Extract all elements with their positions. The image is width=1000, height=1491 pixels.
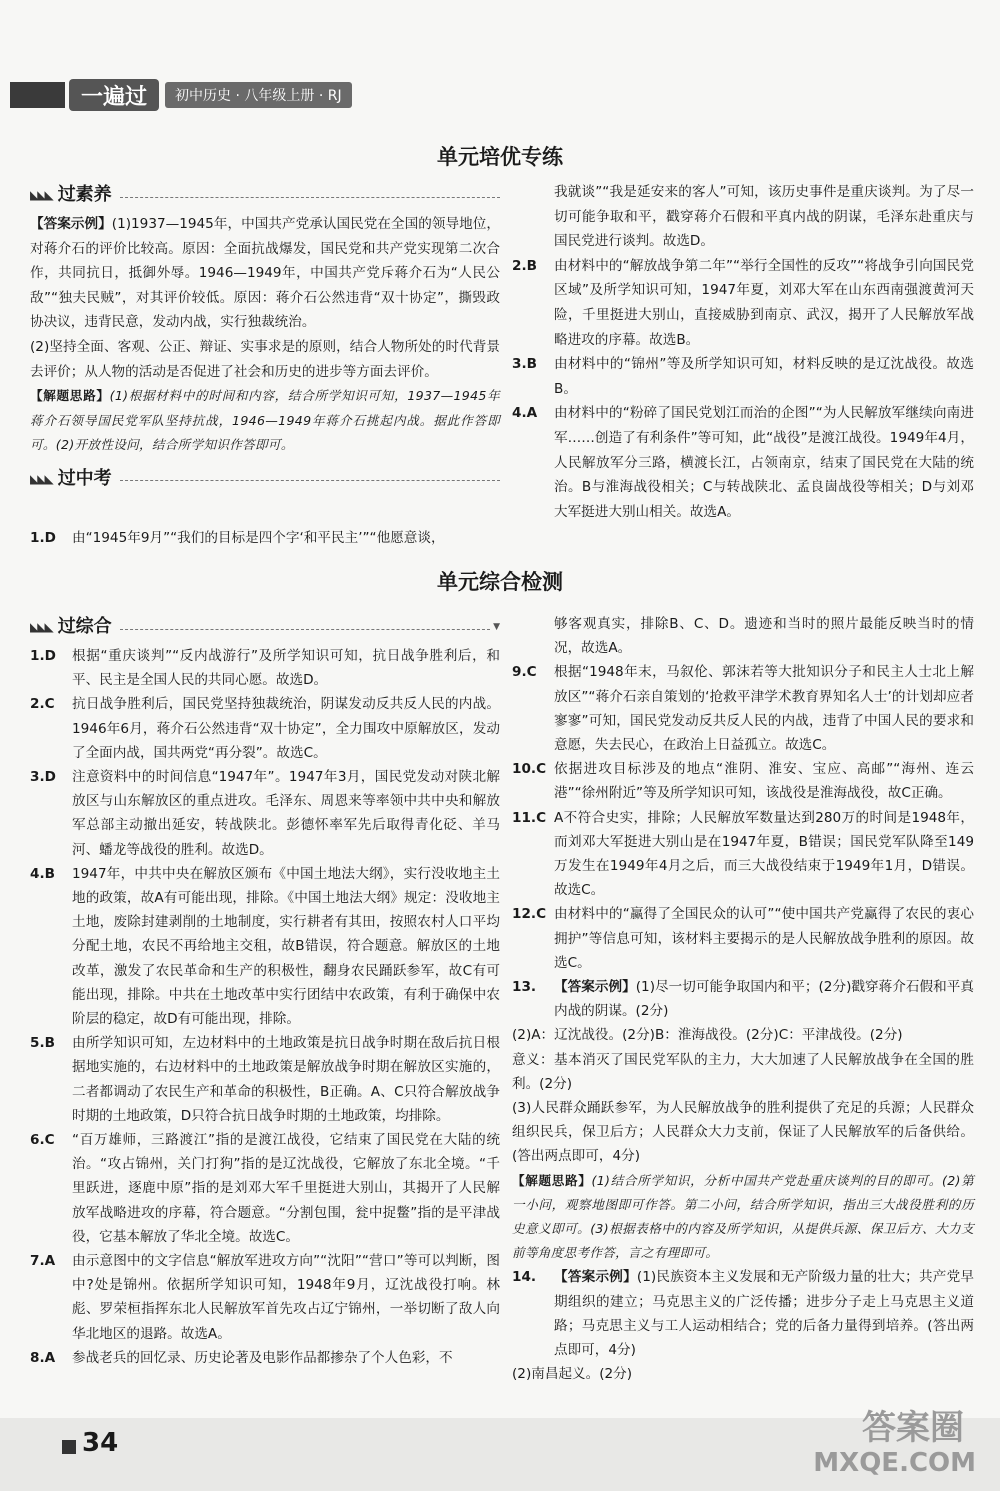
question-answer-text: 根据“重庆谈判”“反内战游行”及所学知识可知，抗日战争胜利后，和平、民主是全国人民的共同心愿。故选D。	[72, 648, 500, 689]
answer-line: 意义：基本消灭了国民党军队的主力，大大加速了人民解放战争在全国的胜利。(2分)	[512, 1051, 974, 1092]
question-answer-text: 由示意图中的文字信息“解放军进攻方向”“沈阳”“营口”等可以判断，图中?处是锦州。依据所学知识可知，1948年9月，辽沈战役打响。林彪、罗荣桓指挥东北人民解放军首先攻占辽宁锦州，一举切断了敌人向华北地区的退路。故选A。	[72, 1253, 500, 1342]
dashed-divider	[120, 197, 500, 198]
question-item	[30, 644, 500, 692]
header-bar	[10, 82, 65, 108]
question-number: 1.D	[30, 648, 56, 664]
question-13: 13. 【答案示例】(1)尽一切可能争取国内和平；(2分)戳穿蒋介石假和平真内战的阴谋。(2分)	[512, 979, 975, 1020]
section1-left-column	[30, 180, 500, 496]
question-number: 11.C	[512, 809, 547, 826]
question-answer-text: 由所学知识可知，左边材料中的土地政策是抗日战争时期在敌后抗日根据地实施的，右边材料中的土地政策是解放战争时期在解放区实施的，二者都调动了农民生产和革命的积极性，B正确。A、C只符合解放战争时期的土地政策，D只符合抗日战争时期的土地政策，均排除。	[72, 1035, 500, 1124]
question-4: 4.A 由材料中的“粉碎了国民党划江而治的企图”“为人民解放军继续向南进军……创造了有利条件”等可知，此“战役”是渡江战役。1949年4月，人民解放军分三路，横渡长江，占领南京，结束了国民党在大陆的统治。B与淮海战役相关；C与转战陕北、孟良崮战役等相关；D与刘邓大军挺进大别山相关。故选A。	[512, 405, 974, 520]
series-logo: 一遍过	[69, 79, 159, 111]
question-number: 2.C	[30, 696, 55, 713]
question-item	[30, 1128, 500, 1249]
question-item	[512, 902, 974, 975]
subsection-header	[30, 612, 500, 642]
question-item	[30, 1346, 500, 1370]
page-marker-icon	[62, 1440, 76, 1454]
answer-line: (2)A：辽沈战役。(2分)B：淮海战役。(2分)C：平津战役。(2分)	[512, 1027, 903, 1044]
question-answer-text: 1947年，中共中央在解放区颁布《中国土地法大纲》，实行没收地主土地的政策，故A有可能出现，排除。《中国土地法大纲》规定：没收地主土地，废除封建剥削的土地制度，实行耕者有其田，按照农村人口平均分配土地，农民不再给地主交租，故B错误，符合题意。解放区的土地改革，激发了农民革命和生产的积极性，翻身农民踊跃参军，故C有可能出现，排除。中共在土地改革中实行团结中农政策，有利于确保中农阶层的稳定，故D有可能出现，排除。	[72, 865, 500, 1028]
question-item	[512, 806, 974, 903]
question-answer-text: A不符合史实，排除；人民解放军数量达到280万的时间是1948年，而刘邓大军挺进大别山是在1947年夏，B错误；国民党军队降至149万发生在1949年4月之后，而三大战役结束于1949年1月，D错误。故选C。	[554, 809, 974, 899]
section2-right-column	[512, 612, 974, 1387]
question-number: 6.C	[30, 1132, 55, 1149]
subsection-mark-icon: ◣◣◣	[30, 187, 52, 202]
section2-left-column	[30, 612, 500, 1370]
question-number: 7.A	[30, 1253, 56, 1270]
subsection-title: 过综合	[57, 615, 112, 637]
question-answer-text: 依据进攻目标涉及的地点“淮阴、淮安、宝应、高邮”“海州、连云港”“徐州附近”等及所学知识可知，该战役是淮海战役，故C正确。	[554, 761, 974, 802]
arrow-down-icon: ▼	[493, 621, 500, 632]
question-answer-text: “百万雄师，三路渡江”指的是渡江战役，它结束了国民党在大陆的统治。“攻占锦州，关门打狗”指的是辽沈战役，它解放了东北全境。“千里跃进，逐鹿中原”指的是刘邓大军千里挺进大别山，其揭开了人民解放军战略进攻的序幕，符合题意。“分割包围，瓮中捉鳖”指的是平津战役，它基本解放了华北全境。故选C。	[72, 1132, 500, 1245]
question-list-right	[512, 660, 974, 975]
question-1-continued: 我就谈”“我是延安来的客人”可知，该历史事件是重庆谈判。为了尽一切可能争取和平，戳穿蒋介石假和平真内战的阴谋，毛泽东赴重庆与国民党进行谈判。故选D。	[554, 184, 974, 250]
question-item	[30, 692, 500, 765]
question-item	[512, 757, 974, 805]
question-item	[30, 862, 500, 1031]
question-item	[512, 660, 974, 757]
question-number: 10.C	[512, 761, 547, 778]
question-answer-text: 注意资料中的时间信息“1947年”。1947年3月，国民党发动对陕北解放区与山东解放区的重点进攻。毛泽东、周恩来等率领中共中央和解放军总部主动撤出延安，转战陕北。彭德怀率军先后取得青化砭、羊马河、蟠龙等战役的胜利。故选D。	[72, 769, 500, 858]
question-number: 4.B	[30, 865, 55, 882]
question-answer-text: 抗日战争胜利后，国民党坚持独裁统治，阴谋发动反共反人民的内战。1946年6月，蒋介石公然违背“双十协定”，全力围攻中原解放区，发动了全面内战，国共两党“再分裂”。故选C。	[72, 696, 500, 761]
subsection-title: 过中考	[57, 467, 112, 489]
question-number: 5.B	[30, 1035, 55, 1052]
question-answer-text: 根据“1948年末，马叙伦、郭沫若等大批知识分子和民主人士北上解放区”“蒋介石亲自策划的‘抢救平津学术教育界知名人士’的计划却应者寥寥”可知，国民党发动反共反人民的内战，违背了中国人民的要求和意愿，失去民心，在政治上日益孤立。故选C。	[554, 664, 974, 754]
section1-right-column	[512, 180, 974, 524]
subsection-mark-icon: ◣◣◣	[30, 619, 52, 634]
subsection-title: 过素养	[57, 183, 112, 205]
subsection-header	[30, 464, 500, 494]
question-number: 12.C	[512, 906, 547, 923]
answer-line: (2)南昌起义。(2分)	[512, 1366, 633, 1383]
dashed-divider	[120, 480, 500, 481]
question-item	[30, 765, 500, 862]
book-subtitle: 初中历史 · 八年级上册 · RJ	[165, 82, 352, 108]
answer-paragraph: 【答案示例】(1)1937—1945年，中国共产党承认国民党在全国的领导地位，对蒋介石的评价比较高。原因：全面抗战爆发，国民党和共产党实现第二次合作，共同抗日，抵御外辱。1946—1949年，中国共产党斥蒋介石为“人民公敌”“独夫民贼”，对其评价较低。原因：蒋介石公然违背“双十协定”，撕毁政协决议，违背民意，发动内战，实行独裁统治。	[30, 216, 501, 331]
dashed-divider	[120, 629, 490, 630]
page-header	[10, 78, 352, 112]
question-item	[30, 1249, 500, 1346]
subsection-mark-icon: ◣◣◣	[30, 471, 52, 486]
question-8-continued: 够客观真实，排除B、C、D。遗迹和当时的照片最能反映当时的情况，故选A。	[554, 616, 974, 657]
section-title-test: 单元综合检测	[437, 570, 563, 594]
question-number: 8.A	[30, 1349, 56, 1366]
watermark-logo: 答案圈	[862, 1408, 964, 1448]
question-number: 9.C	[512, 664, 537, 681]
solution-thinking: 【解题思路】(1)根据材料中的时间和内容，结合所学知识可知，1937—1945年蒋介石领导国民党军队坚持抗战，1946—1949年蒋介石挑起内战。据此作答即可。(2)开放性设问，结合所学知识作答即可。	[30, 388, 500, 453]
watermark-url: MXQE.COM	[813, 1448, 976, 1478]
section-title-training: 单元培优专练	[437, 145, 563, 169]
question-2: 2.B 由材料中的“解放战争第二年”“举行全国性的反攻”“将战争引向国民党区域”及所学知识可知，1947年夏，刘邓大军在山东西南强渡黄河天险，千里挺进大别山，直接威胁到南京、武汉，揭开了人民解放军战略进攻的序幕。故选B。	[512, 257, 974, 348]
page-number: 34	[82, 1428, 119, 1458]
question-list-left	[30, 644, 500, 1370]
solution-thinking: 【解题思路】(1)结合所学知识，分析中国共产党赴重庆谈判的目的即可。(2)第一小问，观察地图即可作答。第二小问，结合所学知识，指出三大战役胜利的历史意义即可。(3)根据表格中的内容及所学知识，从提供兵源、保卫后方、大力支前等角度思考作答，言之有理即可。	[512, 1172, 974, 1261]
question-14: 14. 【答案示例】(1)民族资本主义发展和无产阶级力量的壮大；共产党早期组织的建立；马克思主义的广泛传播；进步分子走上马克思主义道路；马克思主义与工人运动相结合；党的后备力量得到培养。(答出两点即可，4分)	[512, 1269, 974, 1359]
answer-line: (3)人民群众踊跃参军，为人民解放战争的胜利提供了充足的兵源；人民群众组织民兵，保卫后方；人民群众大力支前，保证了人民解放军的后备供给。(答出两点即可，4分)	[512, 1100, 974, 1165]
question-1-start: 1.D 由“1945年9月”“我们的目标是四个字‘和平民主’”“他愿意谈，	[30, 530, 445, 546]
question-3: 3.B 由材料中的“锦州”等及所学知识可知，材料反映的是辽沈战役。故选B。	[512, 356, 974, 397]
question-answer-text: 参战老兵的回忆录、历史论著及电影作品都掺杂了个人色彩，不	[72, 1349, 453, 1366]
answer-paragraph: (2)坚持全面、客观、公正、辩证、实事求是的原则，结合人物所处的时代背景去评价；从人物的活动是否促进了社会和历史的进步等方面去评价。	[30, 338, 500, 380]
question-item	[30, 1031, 500, 1128]
question-answer-text: 由材料中的“赢得了全国民众的认可”“使中国共产党赢得了农民的衷心拥护”等信息可知，该材料主要揭示的是人民解放战争胜利的原因。故选C。	[554, 906, 974, 971]
question-number: 3.D	[30, 769, 56, 786]
subsection-header	[30, 180, 500, 210]
